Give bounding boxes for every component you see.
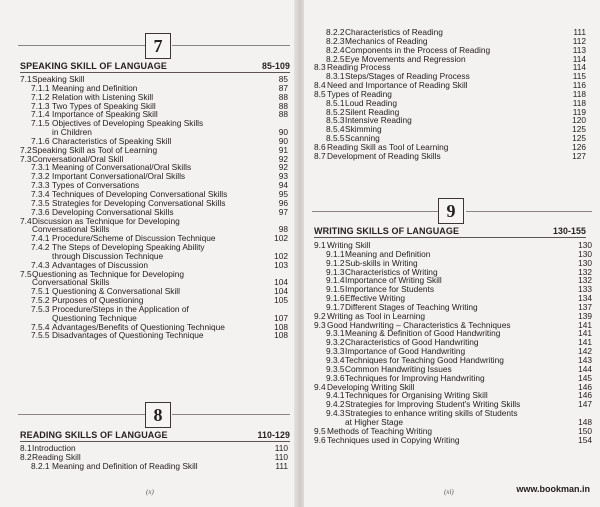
toc-entry-title: Reading Skill as Tool of Learning [327,141,449,152]
toc-entry-title: Characteristics of Good Handwriting [345,337,479,348]
toc-entry-title: Techniques used in Copying Writing [327,434,460,445]
toc-entry-title: Skimming [345,124,382,135]
toc-entry-number: 8.2.2 [326,27,345,37]
toc-entry-title: Important Conversational/Oral Skills [52,171,186,182]
toc-entry-page: 147 [578,399,592,410]
toc-entry-number: 7.3.6 [31,206,50,217]
toc-entry-page: 90 [278,135,288,146]
toc-entry-page: 111 [573,27,586,37]
toc-entry-number: 9.3 [314,319,326,330]
toc-entry-title: Eye Movements and Regression [345,53,466,64]
chapter-9-toc [314,241,592,444]
toc-entry-page: 95 [278,188,288,199]
toc-entry-page: 144 [578,363,592,374]
toc-entry-title: Writing as Tool in Learning [327,310,426,321]
toc-entry-number: 7.4.2 [31,242,50,253]
toc-entry-page: 118 [572,97,586,108]
toc-entry-page: 103 [274,259,288,270]
toc-entry-page: 143 [578,354,592,365]
toc-entry-number: 7.4 [20,215,32,226]
toc-entry-number: 7.4.3 [31,259,50,270]
toc-entry [314,152,586,161]
toc-entry-title: Steps/Stages of Reading Process [345,71,470,82]
toc-entry-page: 93 [278,171,288,182]
chapter-9-pages: 130-155 [553,226,586,236]
toc-entry-number: 9.1 [314,240,326,250]
toc-entry-page: 105 [274,295,288,306]
toc-entry-page: 141 [578,337,592,348]
toc-entry-page: 130 [578,248,592,259]
toc-entry-page: 110 [274,451,288,462]
toc-entry-number: 9.6 [314,434,326,445]
chapter-9-heading [314,226,586,238]
right-page [304,0,600,507]
toc-entry-number: 7.4.1 [31,233,50,244]
toc-entry-page: 145 [578,372,592,383]
toc-entry-page: 130 [578,257,592,268]
toc-entry-title: Methods of Teaching Writing [327,425,432,436]
toc-entry-title: Discussion as Technique for Developing [32,215,180,226]
toc-entry-number: 7.2 [20,144,32,155]
toc-entry-number: 7.5.1 [31,286,50,297]
chapter-8-toc [20,444,288,471]
toc-entry-title: Different Stages of Teaching Writing [345,301,478,312]
chapter-8-heading [20,430,290,442]
toc-entry-title: Intensive Reading [345,115,412,126]
toc-entry-title: Strategies to enhance writing skills of Students [345,408,518,419]
toc-entry-page: 97 [278,206,288,217]
publisher-website: www.bookman.in [516,484,590,494]
toc-entry-number: 9.1.6 [326,293,345,304]
toc-entry-number: 9.3.4 [326,354,345,365]
toc-entry-number: 8.5.1 [326,97,345,108]
chapter-rule-left [18,45,146,46]
toc-entry-page: 148 [578,416,592,427]
toc-entry-title: Objectives of Developing Speaking Skills [52,118,204,129]
toc-entry-page: 150 [578,425,592,436]
toc-entry-number: 7.3.1 [31,162,50,173]
toc-entry-number: 9.1.4 [326,275,345,286]
toc-entry-title: Developing Conversational Skills [52,206,174,217]
toc-entry-number: 9.3.5 [326,363,345,374]
toc-entry-number: 8.2.1 [31,460,50,471]
toc-entry-title: Silent Reading [345,106,400,117]
toc-entry-title: Importance of Speaking Skill [52,109,158,120]
toc-entry-title: Disadvantages of Questioning Technique [52,330,204,341]
toc-entry-page: 92 [278,162,288,173]
toc-entry-page: 141 [578,319,592,330]
toc-entry-number: 7.1.1 [31,82,50,93]
toc-entry-title: Development of Reading Skills [327,150,441,161]
toc-entry-page: 90 [278,127,288,138]
toc-entry [314,436,592,445]
chapter-rule-right [172,414,290,415]
toc-entry-title: Writing Skill [327,240,371,250]
toc-entry-number: 8.4 [314,80,326,91]
toc-entry-page: 137 [578,301,592,312]
toc-entry-number: 9.1.3 [326,266,345,277]
toc-entry-page: 125 [572,124,586,135]
toc-entry-title: Advantages/Benefits of Questioning Technique [52,321,225,332]
toc-entry-number: 8.7 [314,150,326,161]
toc-entry-title: Strategies for Improving Student's Writing Skills [345,399,521,410]
toc-entry-number: 8.3 [314,62,326,73]
toc-entry-number: 7.3 [20,153,32,164]
toc-entry-number: 8.1 [20,443,32,453]
toc-entry-page: 119 [572,106,586,117]
toc-entry-title: The Steps of Developing Speaking Ability [52,242,205,253]
toc-entry-number: 7.5.3 [31,303,50,314]
toc-entry-title: Sub-skills in Writing [345,257,418,268]
toc-entry-number: 8.5.5 [326,133,345,144]
toc-entry-number: 8.2 [20,451,32,462]
toc-entry-number: 9.4 [314,381,326,392]
toc-entry-page: 154 [578,434,592,445]
toc-entry-title: Meaning & Definition of Good Handwriting [345,328,501,339]
toc-entry-page: 91 [278,144,288,155]
toc-entry-title: Techniques for Improving Handwriting [345,372,485,383]
toc-entry-number: 7.1.4 [31,109,50,120]
toc-entry-page: 132 [578,275,592,286]
toc-entry-title: Procedure/Steps in the Application of [52,303,189,314]
toc-entry-page: 115 [572,71,586,82]
toc-entry-page: 125 [572,133,586,144]
toc-entry-title: Meaning and Definition [345,248,431,259]
toc-entry-title: Good Handwriting – Characteristics & Techniques [327,319,511,330]
toc-entry-number: 9.3.2 [326,337,345,348]
chapter-rule-right [172,45,290,46]
toc-entry-title: Conversational Skills [32,277,110,288]
toc-entry-page: 127 [572,150,586,161]
toc-entry-number: 7.1 [20,74,32,84]
toc-entry-number: 9.1.5 [326,284,345,295]
toc-entry-number: 8.2.5 [326,53,345,64]
toc-entry-title: Importance for Students [345,284,435,295]
toc-entry-page: 88 [278,109,288,120]
toc-entry-page: 113 [572,44,586,55]
toc-entry-title: Meaning of Conversational/Oral Skills [52,162,192,173]
chapter-9-number: 9 [438,198,464,224]
toc-entry-title: Speaking Skill [32,74,85,84]
toc-entry-title: Characteristics of Speaking Skill [52,135,172,146]
toc-entry-page: 120 [572,115,586,126]
toc-entry-number: 9.2 [314,310,326,321]
toc-entry-title: Techniques for Organising Writing Skill [345,390,488,401]
toc-entry-page: 107 [274,312,288,323]
page-folio: (xi) [444,488,454,496]
toc-entry-number: 9.1.7 [326,301,345,312]
toc-entry-title: Questioning & Conversational Skill [52,286,181,297]
toc-entry-page: 88 [278,100,288,111]
toc-entry-page: 146 [578,381,592,392]
toc-entry-page: 98 [278,224,288,235]
toc-entry-page: 112 [572,35,586,46]
toc-entry-title: Conversational Skills [32,224,110,235]
toc-entry-title: Reading Skill [32,451,81,462]
toc-entry-page: 96 [278,197,288,208]
chapter-8-toc-continued [314,28,586,161]
toc-entry-page: 134 [578,293,592,304]
toc-entry-title: Advantages of Discussion [52,259,149,270]
toc-entry-number: 7.3.5 [31,197,50,208]
toc-entry-title: Characteristics of Reading [345,27,443,37]
toc-entry-page: 111 [275,460,288,471]
toc-entry-page: 110 [274,443,288,453]
toc-entry-number: 8.5.4 [326,124,345,135]
page-folio: (x) [146,488,154,496]
toc-entry-page: 146 [578,390,592,401]
toc-entry-title: Need and Importance of Reading Skill [327,80,468,91]
toc-entry-title: Strategies for Developing Conversational Skills [52,197,226,208]
toc-entry-page: 94 [278,180,288,191]
toc-entry-title: Two Types of Speaking Skill [52,100,156,111]
toc-entry-page: 102 [274,233,288,244]
toc-entry-title: at Higher Stage [345,416,403,427]
toc-entry-number: 9.4.2 [326,399,345,410]
toc-entry-title: Techniques of Developing Conversational Skills [52,188,228,199]
toc-entry-number: 8.3.1 [326,71,345,82]
toc-entry-page: 141 [578,328,592,339]
toc-entry-page: 139 [578,310,592,321]
toc-entry-title: Speaking Skill as Tool of Learning [32,144,158,155]
toc-entry-number: 9.3.6 [326,372,345,383]
toc-entry-title: Reading Process [327,62,391,73]
toc-entry-title: Importance of Writing Skill [345,275,442,286]
chapter-rule-right [466,211,592,212]
toc-entry-title: Effective Writing [345,293,405,304]
toc-entry-title: Scanning [345,133,380,144]
toc-entry [20,462,288,471]
toc-entry-number: 9.1.1 [326,248,345,259]
toc-entry-number: 7.3.4 [31,188,50,199]
toc-entry-number: 9.1.2 [326,257,345,268]
toc-entry-title: Types of Conversations [52,180,140,191]
toc-entry-number: 9.4.3 [326,408,345,419]
toc-entry-page: 87 [278,82,288,93]
toc-entry-number: 7.3.3 [31,180,50,191]
chapter-9-title: WRITING SKILLS OF LANGUAGE [314,226,460,236]
toc-entry-title: Common Handwriting Issues [345,363,452,374]
toc-entry-title: Meaning and Definition [52,82,138,93]
toc-entry-page: 108 [274,330,288,341]
toc-entry-title: Conversational/Oral Skill [32,153,124,164]
toc-entry-title: Loud Reading [345,97,397,108]
toc-entry-number: 9.3.3 [326,346,345,357]
toc-entry-page: 114 [572,62,586,73]
toc-entry-page: 102 [274,250,288,261]
toc-entry-page: 116 [572,80,586,91]
toc-entry-page: 132 [578,266,592,277]
toc-entry-title: Importance of Good Handwriting [345,346,466,357]
toc-entry-title: Questioning Technique [52,312,137,323]
toc-entry-title: Procedure/Scheme of Discussion Technique [52,233,216,244]
toc-entry-number: 7.5.2 [31,295,50,306]
toc-entry-title: Meaning and Definition of Reading Skill [52,460,198,471]
toc-entry-number: 7.5 [20,268,32,279]
chapter-7-heading [20,61,290,73]
chapter-rule-left [312,211,438,212]
toc-entry-number: 7.1.3 [31,100,50,111]
toc-entry-number: 7.1.2 [31,91,50,102]
toc-entry-page: 108 [274,321,288,332]
toc-entry-page: 114 [572,53,586,64]
chapter-7-pages: 85-109 [262,61,290,71]
toc-entry-title: through Discussion Technique [52,250,164,261]
toc-entry-number: 7.1.5 [31,118,50,129]
toc-entry-number: 8.5.2 [326,106,345,117]
toc-entry-number: 9.5 [314,425,326,436]
toc-entry [20,331,288,340]
toc-entry-page: 133 [578,284,592,295]
toc-entry-number: 7.5.4 [31,321,50,332]
chapter-7-number: 7 [145,33,171,59]
chapter-7-title: SPEAKING SKILL OF LANGUAGE [20,61,167,71]
toc-entry-number: 8.5 [314,88,326,99]
toc-entry-title: Components in the Process of Reading [345,44,491,55]
toc-entry-number: 8.2.4 [326,44,345,55]
chapter-8-title: READING SKILLS OF LANGUAGE [20,430,168,440]
toc-entry-title: Relation with Listening Skill [52,91,154,102]
toc-entry-title: Questioning as Technique for Developing [32,268,184,279]
toc-entry-title: in Children [52,127,92,138]
toc-entry-number: 9.3.1 [326,328,345,339]
toc-entry-page: 118 [572,88,586,99]
toc-entry-title: Developing Writing Skill [327,381,415,392]
toc-entry-number: 7.1.6 [31,135,50,146]
left-page [0,0,296,507]
chapter-rule-left [18,414,146,415]
toc-entry-number: 9.4.1 [326,390,345,401]
toc-entry-title: Mechanics of Reading [345,35,428,46]
toc-entry-number: 7.3.2 [31,171,50,182]
chapter-8-number: 8 [145,402,171,428]
toc-entry-title: Introduction [32,443,76,453]
chapter-7-toc [20,75,288,340]
toc-entry-number: 8.6 [314,141,326,152]
toc-entry-number: 8.2.3 [326,35,345,46]
toc-entry-title: Techniques for Teaching Good Handwriting [345,354,504,365]
toc-entry-page: 92 [278,153,288,164]
toc-entry-title: Purposes of Questioning [52,295,144,306]
toc-entry-page: 104 [274,277,288,288]
toc-entry-number: 8.5.3 [326,115,345,126]
toc-entry-number: 7.5.5 [31,330,50,341]
toc-entry-page: 130 [578,240,592,250]
toc-entry-page: 85 [278,74,288,84]
chapter-8-pages: 110-129 [257,430,290,440]
toc-entry-page: 88 [278,91,288,102]
toc-entry-page: 126 [572,141,586,152]
toc-entry-title: Types of Reading [327,88,392,99]
toc-entry-page: 104 [274,286,288,297]
toc-entry-page: 142 [578,346,592,357]
toc-entry-title: Characteristics of Writing [345,266,438,277]
